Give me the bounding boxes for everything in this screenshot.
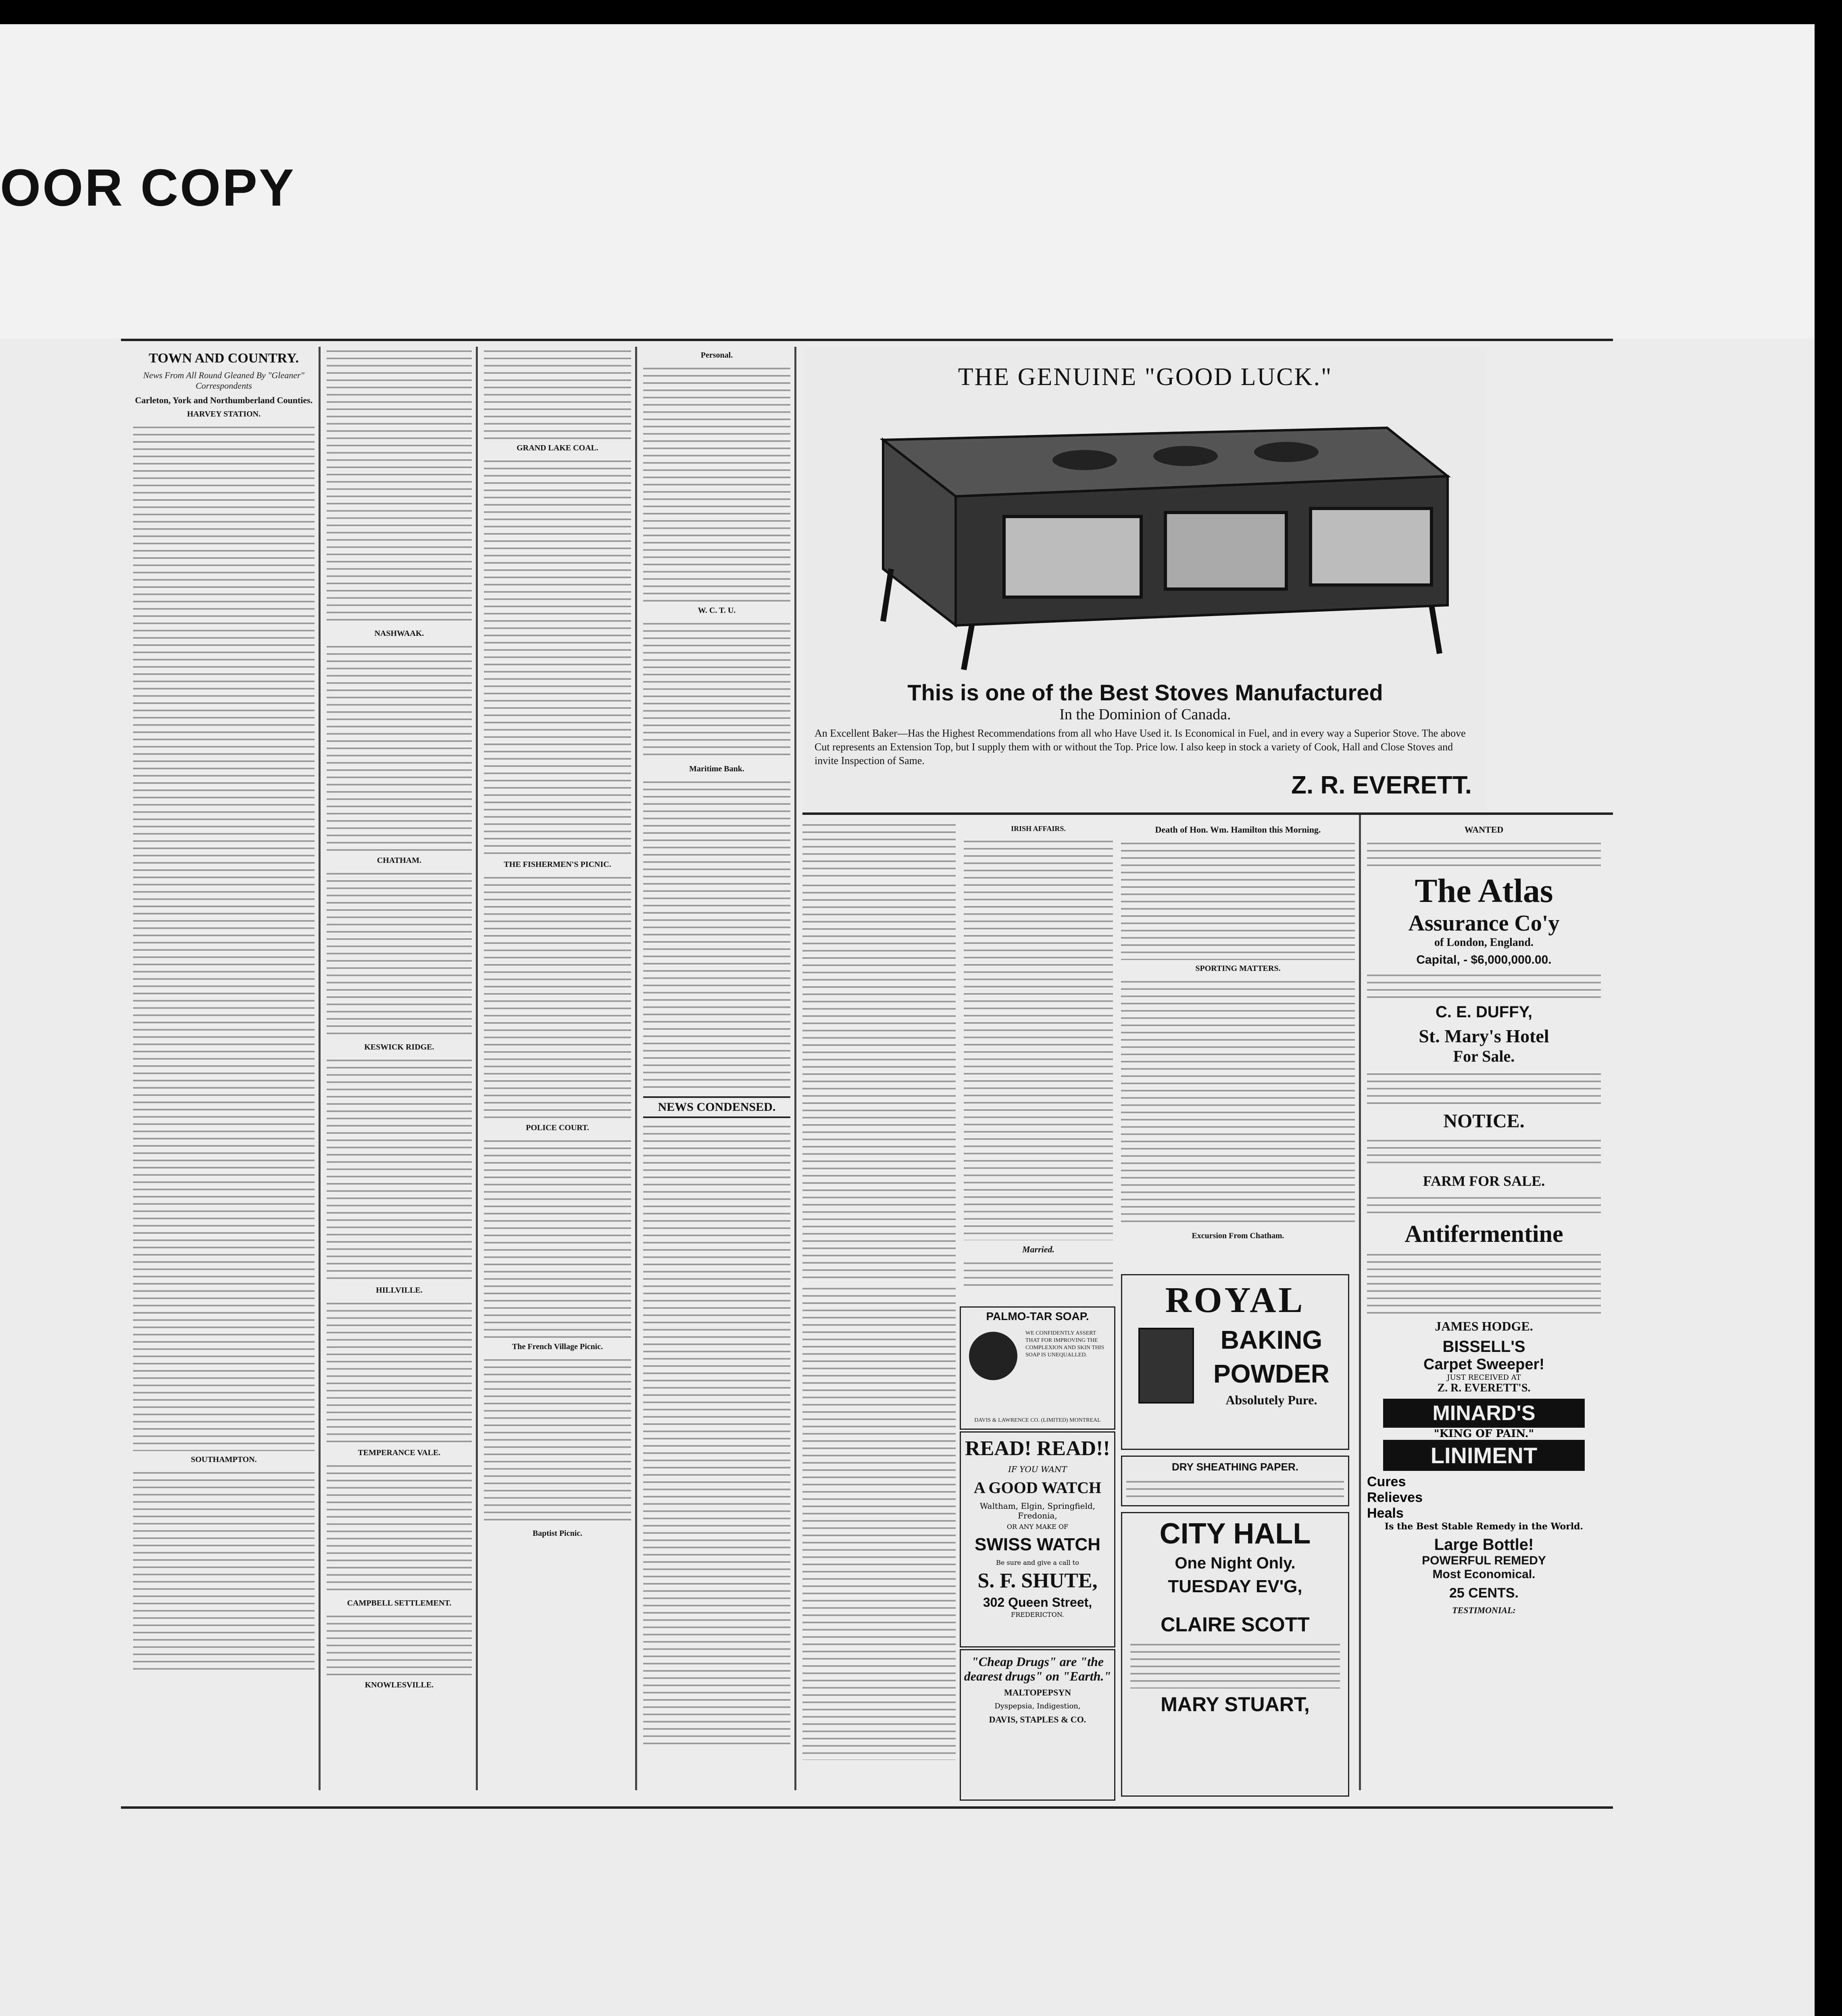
stove-illustration — [802, 396, 1488, 678]
read-line1: IF YOU WANT — [1008, 1464, 1067, 1474]
article-text — [964, 1259, 1113, 1287]
article-text — [1121, 839, 1355, 960]
masthead-title: TOWN AND COUNTRY. — [149, 351, 299, 366]
article-text — [484, 873, 631, 1119]
soap-cake-icon — [969, 1332, 1017, 1380]
atlas-location: of London, England. — [1434, 936, 1534, 949]
section-heading: CAMPBELL SETTLEMENT. — [347, 1599, 452, 1608]
palmo-maker: DAVIS & LAWRENCE CO. (LIMITED) MONTREAL — [974, 1417, 1101, 1423]
column-rule — [476, 347, 478, 1790]
section-heading: TEMPERANCE VALE. — [358, 1448, 441, 1457]
read-line4: SWISS WATCH — [974, 1535, 1101, 1554]
stove-description: An Excellent Baker—Has the Highest Recommendations from all who Have Used it. Is Economical in Fuel, and in every way a Superior Stove. The above Cut represents an Extension Top, but I supply them with or without the Top. Price low. I also keep in stock a variety of Cook, Hall and Close Stoves and invite Inspection of Same. — [815, 727, 1466, 766]
drugs-sub: Dyspepsia, Indigestion, — [994, 1702, 1081, 1710]
article-text — [484, 457, 631, 856]
masthead-subtitle: News From All Round Gleaned By "Gleaner" Correspondents — [143, 370, 304, 391]
bissell-4: Z. R. EVERETT'S. — [1437, 1382, 1531, 1394]
minard-heals: Heals — [1367, 1506, 1404, 1521]
column-rule — [1359, 814, 1361, 1790]
bottle-1: Large Bottle! — [1434, 1536, 1534, 1554]
column-5 — [802, 821, 956, 1796]
section-heading: Maritime Bank. — [689, 764, 744, 773]
city-hall-ad — [1121, 1512, 1349, 1797]
hotel-subtitle: For Sale. — [1453, 1047, 1515, 1065]
atlas-agent: C. E. DUFFY, — [1435, 1003, 1533, 1021]
article-text — [327, 1056, 472, 1282]
minard-3: LINIMENT — [1383, 1440, 1585, 1471]
article-text — [327, 1299, 472, 1444]
shute-address: 302 Queen Street, — [983, 1595, 1092, 1610]
section-heading: SOUTHAMPTON. — [191, 1455, 257, 1464]
article-text — [1367, 1250, 1601, 1315]
article-text — [484, 1356, 631, 1525]
watch-ad — [960, 1431, 1115, 1647]
article-text — [133, 1468, 315, 1670]
article-text — [802, 821, 956, 877]
column-4 — [643, 347, 790, 1798]
article-text — [643, 619, 790, 760]
palmo-tar-soap-ad — [960, 1306, 1115, 1430]
palmo-title: PALMO-TAR SOAP. — [986, 1310, 1089, 1322]
section-heading: GRAND LAKE COAL. — [517, 444, 598, 452]
drugs-ad — [960, 1649, 1115, 1801]
royal-baking-powder-ad — [1121, 1274, 1349, 1450]
read-line3: OR ANY MAKE OF — [1006, 1523, 1069, 1531]
stove-tagline-2: In the Dominion of Canada. — [1059, 706, 1231, 723]
section-heading: CHATHAM. — [377, 856, 422, 865]
column-8 — [1367, 821, 1601, 1796]
palmo-body: WE CONFIDENTLY ASSERT THAT FOR IMPROVING THE COMPLEXION AND SKIN THIS SOAP IS UNEQUALLED. — [1025, 1330, 1104, 1358]
read-line2: A GOOD WATCH — [973, 1479, 1102, 1497]
frame-top-rule — [121, 339, 1613, 341]
section-heading: POLICE COURT. — [526, 1123, 589, 1132]
section-heading: SPORTING MATTERS. — [1195, 964, 1281, 973]
city-hall-line1: One Night Only. — [1175, 1554, 1296, 1572]
bottle-2: POWERFUL REMEDY — [1422, 1554, 1546, 1567]
section-heading: KNOWLESVILLE. — [365, 1681, 434, 1689]
city-hall-star1: CLAIRE SCOTT — [1161, 1613, 1310, 1636]
sheathing-paper-ad — [1121, 1456, 1349, 1506]
article-text — [327, 1612, 472, 1677]
section-heading: HARVEY STATION. — [187, 410, 261, 419]
column-rule — [794, 347, 796, 1790]
column-rule — [319, 347, 321, 1790]
section-heading: HILLVILLE. — [376, 1286, 423, 1295]
masthead-counties: Carleton, York and Northumberland Counties. — [135, 395, 313, 405]
article-text — [964, 837, 1113, 1240]
article-text — [327, 642, 472, 852]
drugs-product: MALTOPEPSYN — [1004, 1687, 1071, 1697]
section-heading: Married. — [1022, 1244, 1055, 1254]
antifermentine-heading: Antifermentine — [1404, 1220, 1563, 1247]
testimonial-heading: TESTIMONIAL: — [1452, 1605, 1516, 1615]
article-text — [1126, 1477, 1344, 1502]
article-text — [643, 364, 790, 602]
minard-1: MINARD'S — [1383, 1399, 1585, 1428]
article-text — [802, 881, 956, 1280]
column-rule — [635, 347, 637, 1790]
minard-relieves: Relieves — [1367, 1490, 1423, 1505]
farm-heading: FARM FOR SALE. — [1423, 1173, 1545, 1189]
bissell-1: BISSELL'S — [1442, 1338, 1525, 1356]
ad-bottom-rule — [802, 812, 1613, 815]
section-heading: IRISH AFFAIRS. — [1011, 825, 1066, 833]
stove-merchant: Z. R. EVERETT. — [1291, 771, 1472, 799]
drugs-headline: "Cheap Drugs" are "the dearest drugs" on "Earth." — [964, 1654, 1111, 1683]
section-heading: The French Village Picnic. — [512, 1342, 603, 1351]
article-text — [327, 869, 472, 1039]
atlas-capital: Capital, - $6,000,000.00. — [1416, 953, 1552, 966]
sheathing-title: DRY SHEATHING PAPER. — [1172, 1461, 1298, 1473]
article-text — [1367, 839, 1601, 867]
column-2 — [327, 347, 472, 1798]
article-text — [643, 1122, 790, 1747]
article-text — [484, 1137, 631, 1338]
article-text — [1121, 977, 1355, 1227]
section-heading: Death of Hon. Wm. Hamilton this Morning. — [1155, 825, 1321, 835]
stove-headline: THE GENUINE "GOOD LUCK." — [958, 363, 1333, 391]
article-text — [1130, 1640, 1340, 1689]
bottle-3: Most Economical. — [1432, 1568, 1536, 1581]
archive-copy-stamp: OOR COPY — [0, 158, 296, 217]
royal-line1: BAKING — [1220, 1325, 1323, 1354]
bissell-3: JUST RECEIVED AT — [1447, 1373, 1521, 1382]
baking-powder-can-icon — [1138, 1328, 1194, 1404]
hotel-title: St. Mary's Hotel — [1419, 1026, 1549, 1046]
minard-tagline: Is the Best Stable Remedy in the World. — [1384, 1521, 1584, 1532]
newspaper-page — [0, 24, 1815, 2016]
article-text — [133, 423, 315, 1451]
section-heading: KESWICK RIDGE. — [364, 1043, 434, 1052]
hodge-name: JAMES HODGE. — [1435, 1319, 1533, 1333]
bissell-2: Carpet Sweeper! — [1423, 1356, 1544, 1373]
section-heading: Baptist Picnic. — [532, 1529, 583, 1538]
minard-cures: Cures — [1367, 1474, 1406, 1489]
shute-name: S. F. SHUTE, — [977, 1569, 1098, 1592]
notice-heading: NOTICE. — [1443, 1110, 1525, 1132]
section-heading: NEWS CONDENSED. — [643, 1096, 790, 1118]
article-text — [327, 1462, 472, 1595]
stove-tagline: This is one of the Best Stoves Manufactured — [907, 680, 1383, 705]
article-text — [1367, 971, 1601, 999]
minard-price: 25 CENTS. — [1449, 1585, 1519, 1601]
shute-city: FREDERICTON. — [1011, 1611, 1064, 1618]
stove-advertisement — [802, 347, 1488, 810]
read-headline: READ! READ!! — [965, 1437, 1110, 1460]
wanted-heading: WANTED — [1464, 825, 1504, 835]
royal-line2: POWDER — [1213, 1359, 1329, 1388]
atlas-title-2: Assurance Co'y — [1408, 911, 1560, 936]
column-7 — [1121, 821, 1355, 1240]
minard-2: "KING OF PAIN." — [1434, 1428, 1534, 1440]
article-text — [1367, 1136, 1601, 1168]
section-heading: W. C. T. U. — [698, 606, 736, 615]
drugs-merchant: DAVIS, STAPLES & CO. — [989, 1714, 1086, 1724]
section-heading: NASHWAAK. — [374, 629, 424, 638]
article-text — [1367, 1070, 1601, 1106]
frame-bottom-rule — [121, 1806, 1613, 1809]
column-3 — [484, 347, 631, 1798]
section-heading: THE FISHERMEN'S PICNIC. — [504, 860, 611, 869]
section-heading: Personal. — [700, 351, 733, 360]
article-text — [484, 347, 631, 439]
article-text — [802, 1284, 956, 1760]
royal-line3: Absolutely Pure. — [1225, 1393, 1317, 1407]
article-text — [643, 778, 790, 1092]
article-text — [327, 347, 472, 625]
watch-brands: Waltham, Elgin, Springfield, Fredonia, — [979, 1501, 1096, 1520]
atlas-title: The Atlas — [1415, 872, 1553, 910]
city-hall-line2: TUESDAY EV'G, — [1168, 1577, 1302, 1596]
article-text — [1367, 1193, 1601, 1218]
city-hall-headline: CITY HALL — [1159, 1518, 1311, 1550]
column-1 — [133, 347, 315, 1798]
page-margin — [0, 24, 1815, 339]
read-line5: Be sure and give a call to — [996, 1559, 1079, 1566]
city-hall-star2: MARY STUART, — [1161, 1693, 1310, 1716]
royal-brand: ROYAL — [1165, 1280, 1305, 1320]
section-heading: Excursion From Chatham. — [1192, 1231, 1284, 1240]
